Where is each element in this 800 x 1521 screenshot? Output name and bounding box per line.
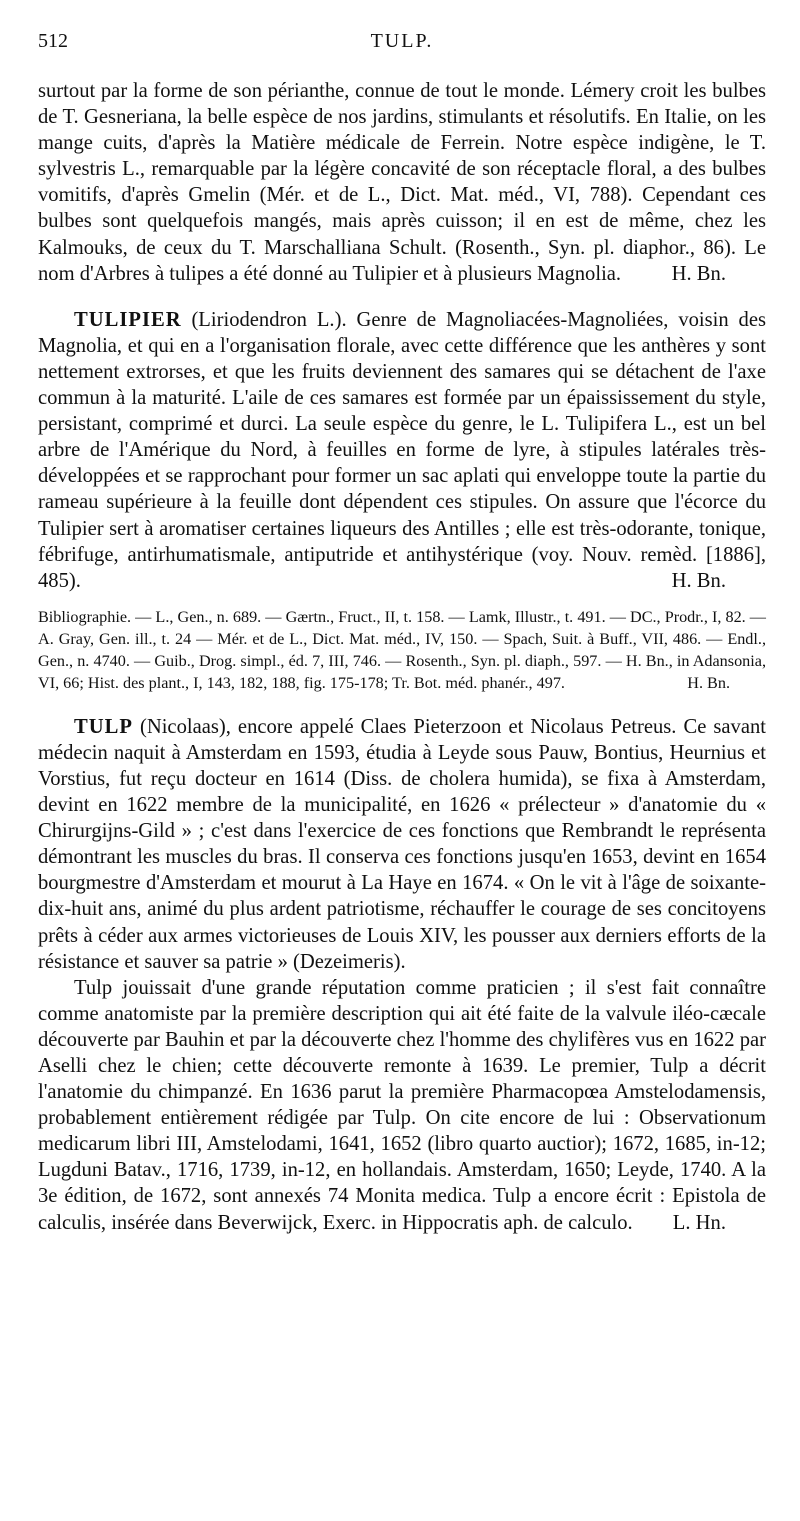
- tulp-paragraph-2: Tulp jouissait d'une grande réputation comme praticien ; il s'est fait connaître comme anatomiste par la première description qui ait été faite de la valvule iléo-cæcale découverte par Bauhin et par la découverte chez l'homme des chylifères vus en 1622 par Aselli chez le chien; cette découverte remonte à 1639. Le premier, Tulp a décrit l'anatomie du chimpanzé. En 1636 parut la première Pharmacopœa Amstelodamensis, probablement entièrement rédigée par Tulp. On cite encore de lui : Observationum medicarum libri III, Amstelodami, 1641, 1652 (libro quarto auctior); 1672, 1685, in-12; Lugduni Batav., 1716, 1739, in-12, en hollandais. Amsterdam, 1650; Leyde, 1740. A la 3e édition, de 1672, sont annexés 74 Monita medica. Tulp a encore écrit : Epistola de calculis, insérée dans Beverwijck, Exerc. in Hippocratis aph. de calculo.: [38, 976, 766, 1234]
- tulipier-headword: TULIPIER: [74, 308, 182, 331]
- tulp-paragraph-1: (Nicolaas), encore appelé Claes Pieterzoon et Nicolaus Petreus. Ce savant médecin naquit à Amsterdam en 1593, étudia à Leyde sous Pauw, Bontius, Heurnius et Vorstius, fut reçu docteur en 1614 (Diss. de cholera humida), se fixa à Amsterdam, devint en 1622 membre de la municipalité, en 1626 « prélecteur » d'anatomie du « Chirurgijns-Gild » ; c'est dans l'exercice de ces fonctions que Rembrandt le représenta démontrant les muscles du bras. Il conserva ces fonctions jusqu'en 1653, devint en 1654 bourgmestre d'Amsterdam et mourut à La Haye en 1674. « On le vit à l'âge de soixante-dix-huit ans, animé du plus ardent patriotisme, réchauffer le courage de ses concitoyens prêts à céder aux armes victorieuses de Louis XIV, les pousser aux derniers efforts de la résistance et sauver sa patrie » (Dezeimeris).: [38, 715, 766, 973]
- tulipier-entry: [38, 307, 766, 694]
- page-header: [38, 30, 766, 62]
- tulipa-text: surtout par la forme de son périanthe, connue de tout le monde. Lémery croit les bulbes de T. Gesneriana, la belle espèce de nos jardins, stimulants et résolutifs. En Italie, on les mange cuits, d'après la Matière médicale de Ferrein. Notre espèce indigène, le T. sylvestris L., remarquable par la légère concavité de son réceptacle floral, a des bulbes vomitifs, d'après Gmelin (Mér. et de L., Dict. Mat. méd., VI, 788). Cependant ces bulbes sont quelquefois mangés, mais après cuisson; il en est de même, chez les Kalmouks, de ceux du T. Marschalliana Schult. (Rosenth., Syn. pl. diaphor., 86). Le nom d'Arbres à tulipes a été donné au Tulipier et à plusieurs Magnolia.: [38, 80, 766, 285]
- tulp-headword: TULP: [74, 715, 133, 738]
- bibliography-author: H. Bn.: [687, 673, 730, 692]
- tulp-entry: [38, 714, 766, 1236]
- tulipa-entry-continuation: [38, 78, 766, 287]
- tulipa-author: H. Bn.: [671, 262, 726, 285]
- tulp-author: L. Hn.: [672, 1211, 726, 1234]
- tulipier-author: H. Bn.: [671, 569, 726, 592]
- page-number: 512: [38, 30, 68, 52]
- tulipier-bibliography: Bibliographie. — L., Gen., n. 689. — Gærtn., Fruct., II, t. 158. — Lamk, Illustr., t. 491. — DC., Prodr., I, 82. — A. Gray, Gen. ill., t. 24 — Mér. et de L., Dict. Mat. méd., IV, 150. — Spach, Suit. à Buff., VII, 486. — Endl., Gen., n. 4740. — Guib., Drog. simpl., éd. 7, III, 746. — Rosenth., Syn. pl. diaph., 597. — H. Bn., in Adansonia, VI, 66; Hist. des plant., I, 143, 182, 188, fig. 175-178; Tr. Bot. méd. phanér., 497.: [38, 607, 766, 692]
- tulipier-text: (Liriodendron L.). Genre de Magnoliacées-Magnoliées, voisin des Magnolia, et qui en a l'organisation florale, avec cette différence que les anthères y sont nettement extrorses, et que les fruits deviennent des samares qui se détachent de l'axe commun à la maturité. L'aile de ces samares est formée par un épaississement du style, persistant, comprimé et durci. La seule espèce du genre, le L. Tulipifera L., est un bel arbre de l'Amérique du Nord, à feuilles en forme de lyre, à stipules latérales très-développées et se rapprochant pour former un sac aplati qui enveloppe toute la partie du rameau supérieure à la feuille dont dépendent ces stipules. On assure que l'écorce du Tulipier sert à aromatiser certaines liqueurs des Antilles ; elle est très-odorante, tonique, fébrifuge, antirhumatismale, antiputride et antihystérique (voy. Nouv. remèd. [1886], 485).: [38, 308, 766, 592]
- running-head: TULP.: [370, 30, 434, 52]
